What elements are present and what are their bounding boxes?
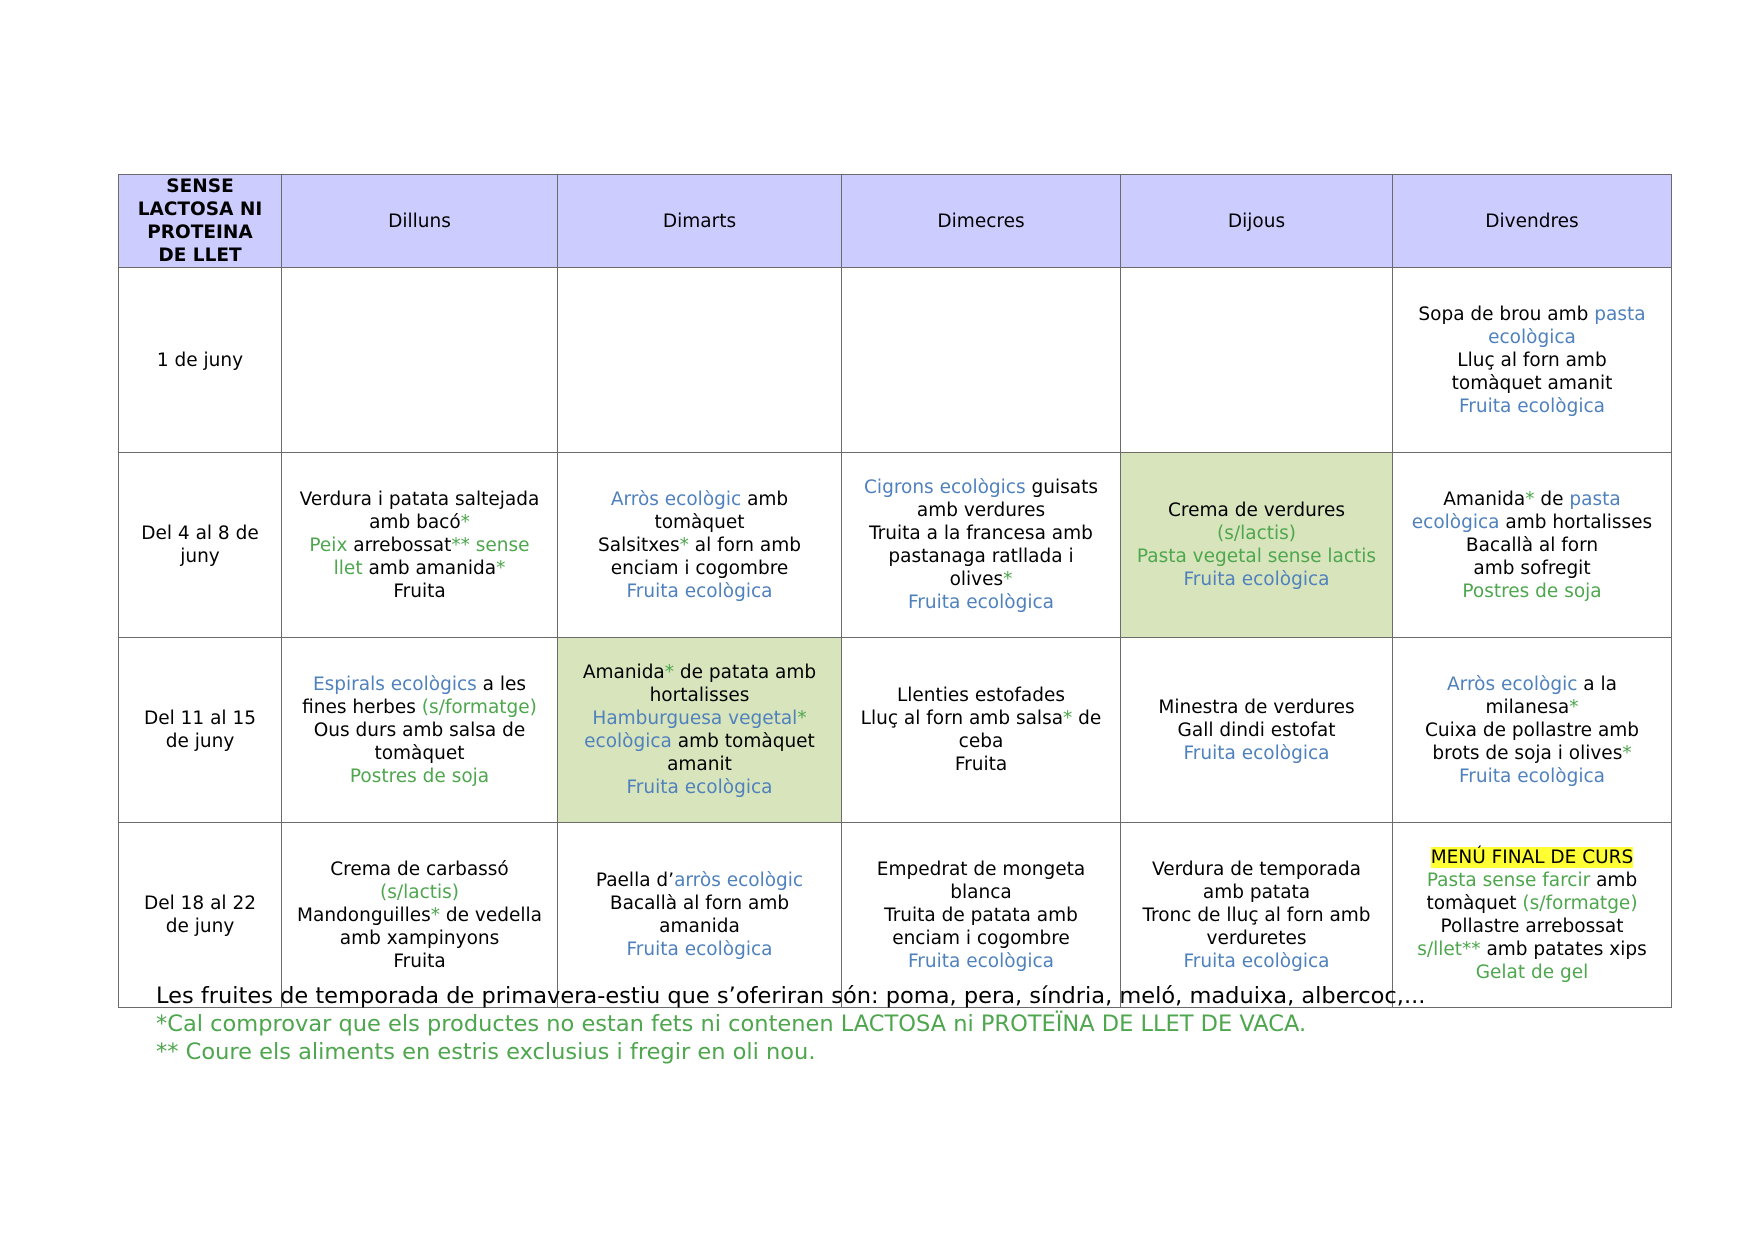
dish-text: * (496, 557, 506, 579)
dish-line (1399, 511, 1665, 534)
dish-text: tomàquet (1426, 893, 1523, 914)
dish-text: Amanida (582, 662, 665, 683)
dish-line (564, 488, 835, 511)
table-title-line: DE LLET (158, 245, 242, 266)
dish-text: milanesa (1485, 696, 1570, 718)
dish-line (1127, 522, 1386, 545)
dish-text: Espirals ecològics (312, 673, 477, 695)
dish-text: amb (1590, 870, 1638, 891)
dish-line (1399, 326, 1665, 349)
dish-line (564, 580, 835, 603)
dish-text: Arròs ecològic (610, 488, 742, 510)
dish-line (564, 776, 835, 799)
dish-text: Bacallà al forn (1465, 534, 1599, 556)
dish-line (1399, 892, 1665, 915)
dish-line (564, 753, 835, 776)
menu-cell (842, 823, 1121, 1008)
dish-line (564, 661, 835, 684)
dish-text: Gelat de gel (1475, 962, 1589, 983)
dish-text: amanida (659, 916, 740, 937)
day-header-dimecres: Dimecres (842, 175, 1121, 268)
dish-text: arrebossat (347, 534, 452, 556)
dish-line (1127, 742, 1386, 765)
dish-line (288, 580, 551, 603)
dish-text: (s/formatge) (1522, 893, 1638, 914)
table-title (119, 175, 282, 268)
week-label (119, 268, 282, 453)
dish-line (848, 545, 1114, 568)
dish-text: amb amanida (362, 557, 497, 579)
dish-line (1399, 488, 1665, 511)
dish-text: * (460, 511, 470, 533)
dish-line (1399, 303, 1665, 326)
dish-text: Mandonguilles (297, 904, 431, 926)
dish-text: MENÚ FINAL DE CURS (1430, 847, 1634, 868)
dish-line (1399, 765, 1665, 788)
dish-line (1127, 568, 1386, 591)
dish-text: Salsitxes (598, 534, 680, 556)
dish-text: Sopa de brou amb (1418, 303, 1595, 325)
dish-line (288, 534, 551, 557)
table-row (119, 453, 1672, 638)
dish-text: Crema de verdures (1167, 500, 1346, 521)
dish-line (288, 927, 551, 950)
day-header-dijous: Dijous (1121, 175, 1393, 268)
dish-text: amb (741, 488, 789, 510)
dish-text: arròs ecològic (674, 870, 804, 891)
menu-cell-empty (842, 268, 1121, 453)
menu-cell (1121, 823, 1393, 1008)
week-label (119, 638, 282, 823)
dish-text: Fruita (393, 580, 446, 602)
dish-line (848, 927, 1114, 950)
dish-line (848, 684, 1114, 707)
menu-cell (558, 638, 842, 823)
dish-text: de (1534, 488, 1570, 510)
dish-text: Llenties estofades (896, 685, 1066, 706)
week-label-line: Del 11 al 15 (144, 708, 256, 729)
menu-cell-empty (558, 268, 842, 453)
dish-line (1127, 881, 1386, 904)
dish-text: olives (949, 569, 1004, 590)
dish-line (288, 488, 551, 511)
dish-line (848, 858, 1114, 881)
dish-text: * (430, 904, 440, 926)
day-header-dimarts: Dimarts (558, 175, 842, 268)
dish-line (848, 950, 1114, 973)
table-title-line: SENSE (166, 176, 234, 197)
dish-text: de patata amb (674, 662, 817, 683)
dish-text: (s/lactis) (1217, 523, 1296, 544)
dish-text: Amanida (1443, 488, 1526, 510)
dish-text: Fruita ecològica (1183, 950, 1330, 972)
dish-line (1399, 580, 1665, 603)
dish-text: amb verdures (916, 500, 1046, 521)
dish-line (288, 765, 551, 788)
dish-text: Fruita (393, 950, 446, 972)
dish-text: ecològica (1411, 511, 1500, 533)
dish-line (564, 730, 835, 753)
header-row (119, 175, 1672, 268)
footnote-line: *Cal comprovar que els productes no estan fets ni contenen LACTOSA ni PROTEÏNA DE LLET DE VACA. (156, 1011, 1307, 1037)
dish-text: Fruita ecològica (908, 950, 1054, 972)
dish-text: (s/formatge) (421, 696, 537, 718)
dish-line (1399, 869, 1665, 892)
dish-text: Verdura i patata saltejada (299, 488, 540, 510)
dish-line (288, 511, 551, 534)
menu-cell (282, 638, 558, 823)
dish-text: verduretes (1206, 927, 1307, 949)
dish-line (1399, 915, 1665, 938)
dish-line (1127, 904, 1386, 927)
dish-text: brots de soja i olives (1432, 742, 1623, 764)
week-label-line: juny (180, 546, 220, 567)
dish-line (848, 499, 1114, 522)
menu-cell (558, 453, 842, 638)
dish-text: Minestra de verdures (1158, 696, 1355, 718)
dish-text: Hamburguesa vegetal (592, 708, 798, 729)
dish-line (1127, 545, 1386, 568)
menu-cell (1393, 268, 1672, 453)
dish-text: * (664, 662, 675, 683)
dish-text: Postres de soja (349, 765, 490, 787)
menu-cell (1393, 823, 1672, 1008)
dish-text: Truita de patata amb (884, 904, 1078, 926)
week-label-line: Del 18 al 22 (144, 893, 256, 914)
dish-line (288, 881, 551, 904)
dish-line (1399, 372, 1665, 395)
dish-text: * (797, 708, 807, 729)
dish-text: amb tomàquet (671, 731, 815, 752)
menu-cell-empty (1121, 268, 1393, 453)
week-label-line: de juny (165, 731, 235, 752)
dish-text: enciam i cogombre (610, 557, 789, 579)
menu-cell (1393, 638, 1672, 823)
dish-line (564, 684, 835, 707)
dish-text: Pasta vegetal sense lactis (1136, 546, 1377, 567)
menu-cell-empty (282, 268, 558, 453)
dish-line (1127, 950, 1386, 973)
dish-line (564, 557, 835, 580)
day-header-divendres: Divendres (1393, 175, 1672, 268)
dish-line (564, 707, 835, 730)
dish-text: Crema de carbassó (330, 858, 509, 880)
dish-line (564, 938, 835, 961)
dish-text: ecològica (584, 731, 672, 752)
footnotes (156, 982, 1425, 1066)
dish-text: pasta (1594, 303, 1646, 325)
table-row (119, 268, 1672, 453)
dish-text: llet (333, 557, 363, 579)
dish-line (564, 511, 835, 534)
table-row (119, 823, 1672, 1008)
menu-cell (1393, 453, 1672, 638)
dish-text: Fruita (954, 754, 1008, 775)
dish-line (288, 858, 551, 881)
week-label-line: de juny (165, 916, 235, 937)
dish-line (1399, 719, 1665, 742)
dish-line (288, 696, 551, 719)
dish-text: Arròs ecològic (1447, 673, 1578, 695)
dish-text: amb xampinyons (339, 927, 500, 949)
dish-line (288, 719, 551, 742)
dish-line (1127, 719, 1386, 742)
dish-line (848, 522, 1114, 545)
week-label-line: 1 de juny (156, 349, 244, 371)
week-label-line: Del 4 al 8 de (141, 523, 259, 544)
dish-text: Fruita ecològica (1183, 569, 1330, 590)
dish-text: amb patates xips (1480, 939, 1647, 960)
menu-cell (1121, 638, 1393, 823)
dish-text: Postres de soja (1462, 580, 1602, 602)
dish-line (288, 742, 551, 765)
dish-line (848, 568, 1114, 591)
dish-text: Fruita ecològica (626, 777, 773, 798)
dish-text: Empedrat de mongeta (876, 858, 1086, 880)
dish-text: amanit (667, 754, 732, 775)
day-header-dilluns: Dilluns (282, 175, 558, 268)
menu-cell (282, 453, 558, 638)
dish-text: * (679, 534, 689, 556)
dish-text: * (1525, 488, 1535, 510)
dish-line (564, 915, 835, 938)
menu-table (118, 174, 1672, 1008)
dish-text: pasta (1569, 488, 1621, 510)
dish-text: Fruita ecològica (908, 592, 1054, 613)
dish-line (1399, 742, 1665, 765)
dish-text: Lluç al forn amb salsa (860, 708, 1064, 729)
table-row (119, 638, 1672, 823)
dish-line (1399, 349, 1665, 372)
dish-text: de vedella (440, 904, 542, 926)
dish-text: Peix (309, 534, 348, 556)
dish-text: tomàquet amanit (1451, 372, 1613, 394)
dish-text: Pasta sense farcir (1426, 870, 1591, 891)
dish-text: ceba (958, 731, 1004, 752)
dish-text: a les (476, 673, 527, 695)
dish-text: * (1569, 696, 1579, 718)
dish-text: amb patata (1202, 881, 1311, 903)
dish-line (1127, 696, 1386, 719)
dish-text: Cigrons ecològics (864, 477, 1026, 498)
menu-body (119, 268, 1672, 1008)
dish-line (848, 707, 1114, 730)
dish-text: Lluç al forn amb (1457, 349, 1607, 371)
dish-line (564, 892, 835, 915)
dish-text: Fruita ecològica (1459, 395, 1605, 417)
table-title-line: LACTOSA NI (137, 199, 263, 220)
dish-text: ecològica (1488, 326, 1576, 348)
week-label (119, 453, 282, 638)
dish-line (848, 753, 1114, 776)
dish-line (848, 476, 1114, 499)
dish-line (288, 673, 551, 696)
footnote-line: Les fruites de temporada de primavera-estiu que s’oferiran són: poma, pera, síndria, meló, maduixa, albercoc,... (156, 983, 1426, 1009)
dish-text: Gall dindi estofat (1177, 719, 1336, 741)
menu-cell (842, 453, 1121, 638)
week-label (119, 823, 282, 1008)
dish-line (288, 904, 551, 927)
dish-line (1399, 961, 1665, 984)
dish-line (1399, 395, 1665, 418)
dish-text: pastanaga ratllada i (888, 546, 1074, 567)
dish-text: blanca (950, 881, 1012, 903)
dish-text: * (1003, 569, 1013, 590)
dish-text: guisats (1025, 477, 1098, 498)
footnote-line: ** Coure els aliments en estris exclusius i fregir en oli nou. (156, 1039, 816, 1065)
dish-text: enciam i cogombre (892, 927, 1070, 949)
dish-text: * (1063, 708, 1073, 729)
menu-cell (558, 823, 842, 1008)
table-title-line: PROTEINA (147, 222, 253, 243)
dish-text: Fruita ecològica (1183, 742, 1330, 764)
dish-text: ** sense (451, 534, 530, 556)
dish-text: Fruita ecològica (1459, 765, 1605, 787)
dish-line (1399, 557, 1665, 580)
dish-line (1127, 927, 1386, 950)
dish-text: al forn amb (688, 534, 801, 556)
menu-cell (842, 638, 1121, 823)
dish-line (564, 534, 835, 557)
menu-cell (282, 823, 558, 1008)
menu-cell (1121, 453, 1393, 638)
dish-text: Verdura de temporada (1152, 858, 1361, 880)
dish-text: Bacallà al forn amb (609, 893, 790, 914)
dish-text: amb bacó (369, 511, 461, 533)
dish-text: Fruita ecològica (626, 939, 773, 960)
dish-text: * (1622, 742, 1632, 764)
dish-line (1127, 858, 1386, 881)
dish-line (848, 904, 1114, 927)
dish-line (848, 881, 1114, 904)
dish-text: tomàquet (374, 742, 465, 764)
dish-line (1399, 696, 1665, 719)
dish-text: (s/lactis) (380, 881, 459, 903)
dish-line (1399, 938, 1665, 961)
dish-text: Tronc de lluç al forn amb (1142, 904, 1371, 926)
dish-text: hortalisses (649, 685, 750, 706)
dish-text: amb hortalisses (1499, 511, 1653, 533)
dish-text: fines herbes (302, 696, 422, 718)
dish-line (1127, 499, 1386, 522)
dish-text: Fruita ecològica (626, 580, 773, 602)
dish-line (564, 869, 835, 892)
dish-line (1399, 846, 1665, 869)
dish-text: Truita a la francesa amb (869, 523, 1093, 544)
dish-text: s/llet** (1417, 939, 1481, 960)
dish-line (848, 591, 1114, 614)
dish-line (288, 557, 551, 580)
dish-text: Pollastre arrebossat (1440, 916, 1624, 937)
dish-text: amb sofregit (1473, 557, 1591, 579)
dish-text: Paella d’ (595, 870, 675, 891)
dish-line (1399, 534, 1665, 557)
dish-text: tomàquet (654, 511, 745, 533)
dish-line (288, 950, 551, 973)
dish-text: Cuixa de pollastre amb (1424, 719, 1640, 741)
dish-line (848, 730, 1114, 753)
dish-text: de (1072, 708, 1102, 729)
dish-line (1399, 673, 1665, 696)
dish-text: Ous durs amb salsa de (313, 719, 526, 741)
dish-text: a la (1577, 673, 1617, 695)
